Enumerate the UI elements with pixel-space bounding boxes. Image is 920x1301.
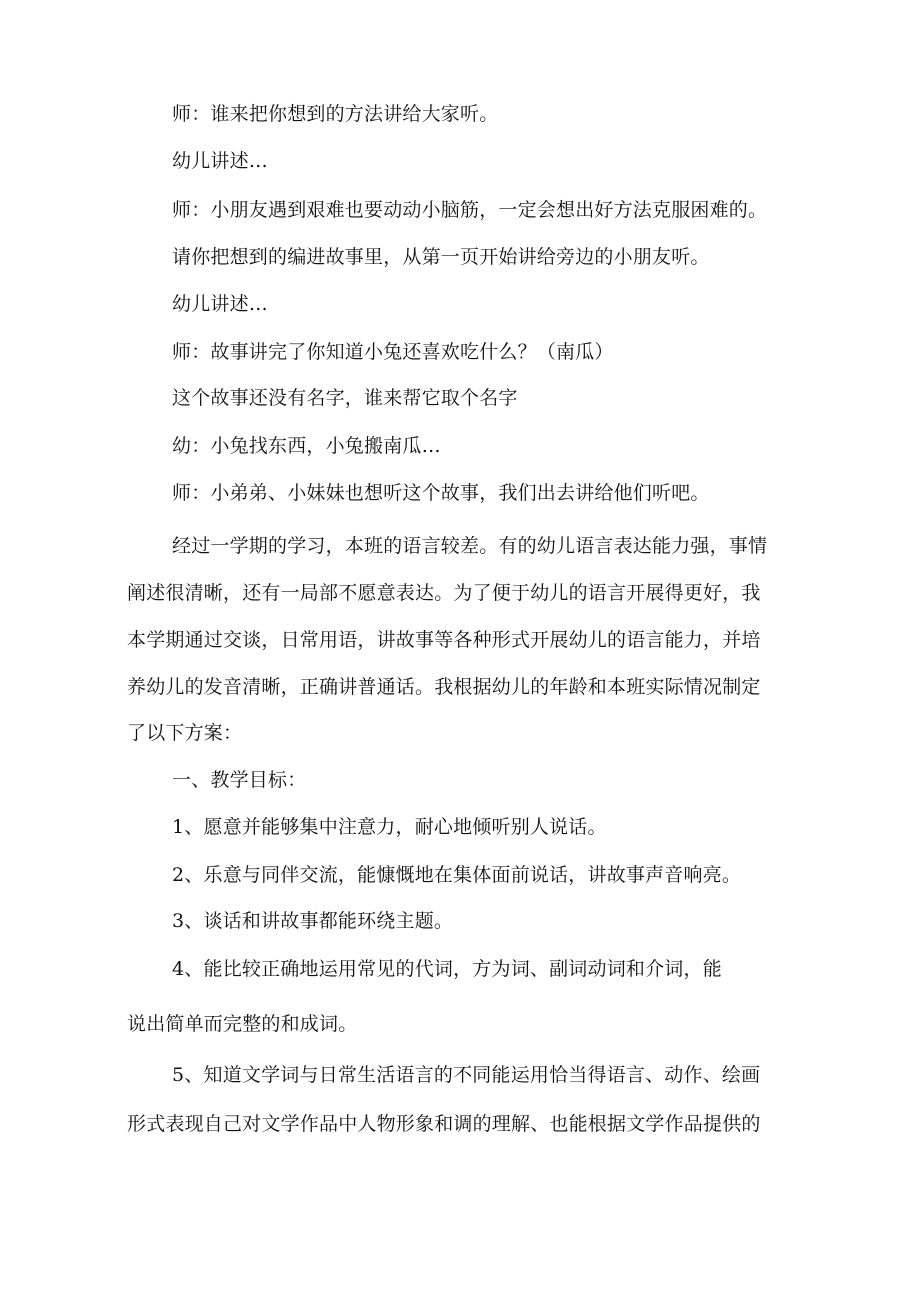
list-item: 3、谈话和讲故事都能环绕主题。	[172, 910, 454, 932]
text-line: 幼：小兔找东西，小兔搬南瓜…	[172, 435, 441, 457]
list-item: 2、乐意与同伴交流，能慷慨地在集体面前说话，讲故事声音响亮。	[172, 864, 742, 886]
text-line: 了以下方案：	[127, 722, 243, 744]
list-item: 5、知道文学词与日常生活语言的不同能运用恰当得语言、动作、绘画	[172, 1064, 761, 1086]
text-line: 本学期通过交谈，日常用语，讲故事等各种形式开展幼儿的语言能力，并培	[127, 629, 761, 651]
text-line: 这个故事还没有名字，谁来帮它取个名字	[172, 387, 518, 409]
list-item: 1、愿意并能够集中注意力，耐心地倾听别人说话。	[172, 816, 607, 838]
text-line: 经过一学期的学习，本班的语言较差。有的幼儿语言表达能力强，事情	[172, 535, 768, 557]
text-line: 养幼儿的发音清晰，正确讲普通话。我根据幼儿的年龄和本班实际情况制定	[127, 676, 761, 698]
text-line: 师：小弟弟、小妹妹也想听这个故事，我们出去讲给他们听吧。	[172, 482, 710, 504]
text-line: 请你把想到的编进故事里，从第一页开始讲给旁边的小朋友听。	[172, 246, 710, 268]
section-heading: 一、教学目标：	[172, 769, 307, 791]
text-line: 师：谁来把你想到的方法讲给大家听。	[172, 103, 499, 125]
text-line: 阐述很清晰，还有一局部不愿意表达。为了便于幼儿的语言开展得更好，我	[127, 582, 761, 604]
list-item-continuation: 说出简单而完整的和成词。	[127, 1013, 358, 1035]
list-item: 4、能比较正确地运用常见的代词，方为词、副词动词和介词，能	[172, 958, 722, 980]
list-item-continuation: 形式表现自己对文学作品中人物形象和调的理解、也能根据文学作品提供的	[127, 1113, 761, 1135]
text-line: 幼儿讲述…	[172, 150, 269, 172]
text-line: 师：故事讲完了你知道小兔还喜欢吃什么？（南瓜）	[172, 341, 614, 363]
text-line: 幼儿讲述…	[172, 293, 269, 315]
text-line: 师：小朋友遇到艰难也要动动小脑筋，一定会想出好方法克服困难的。	[172, 199, 768, 221]
